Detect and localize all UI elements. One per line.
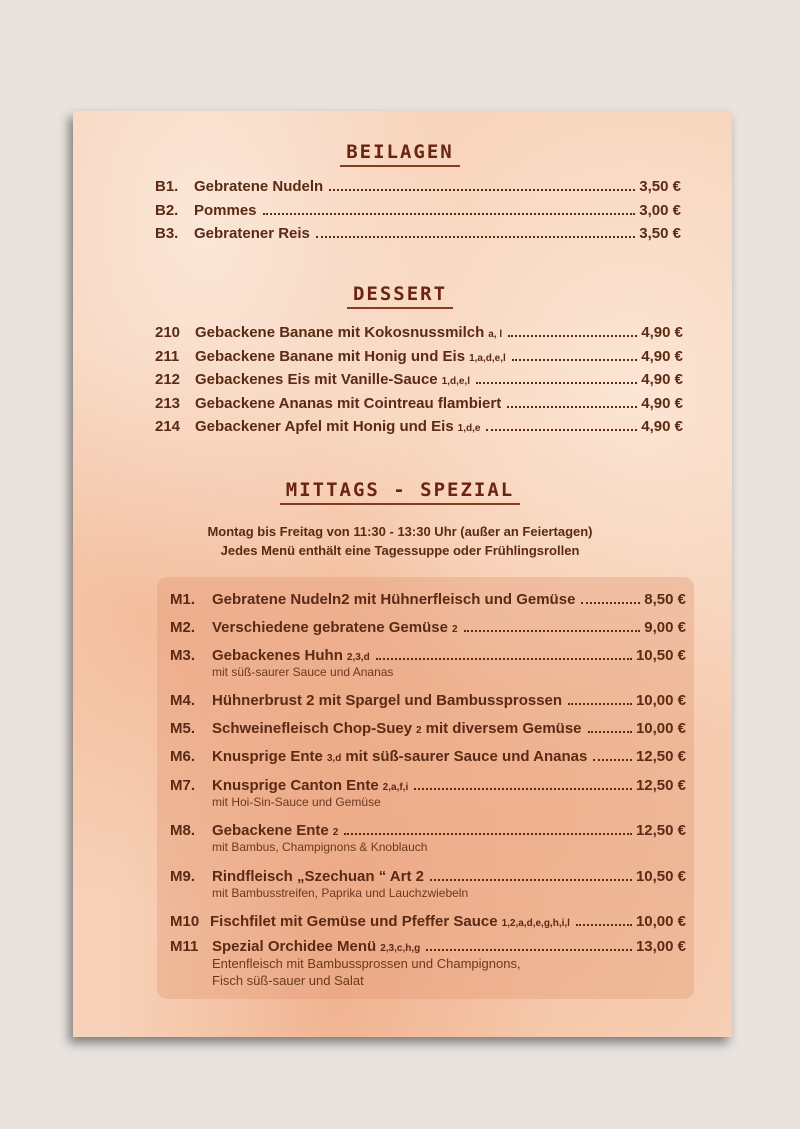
item-name-suffix: mit süß-saurer Sauce und Ananas bbox=[345, 748, 588, 765]
leader-dots bbox=[512, 359, 638, 361]
item-price: 4,90 € bbox=[641, 348, 683, 365]
item-price: 3,00 € bbox=[639, 202, 681, 219]
item-code: 214 bbox=[155, 418, 181, 435]
item-price: 12,50 € bbox=[635, 822, 686, 839]
item-code: M11 bbox=[170, 938, 199, 955]
item-allergens: 2 bbox=[451, 624, 458, 635]
menu-item-m10 bbox=[170, 913, 686, 933]
item-code: 210 bbox=[155, 324, 181, 341]
leader-dots bbox=[508, 335, 637, 337]
item-description: mit süß-saurer Sauce und Ananas bbox=[212, 665, 394, 679]
leader-dots bbox=[344, 833, 632, 835]
item-code: 211 bbox=[155, 348, 180, 365]
menu-item-214 bbox=[155, 418, 683, 438]
menu-item-m1 bbox=[170, 591, 686, 609]
leader-dots bbox=[414, 788, 632, 790]
item-price: 9,00 € bbox=[644, 619, 686, 636]
item-name: Gebackene Banane mit Kokosnussmilch bbox=[195, 324, 485, 341]
section-title-beilagen: BEILAGEN bbox=[0, 141, 800, 167]
leader-dots bbox=[376, 658, 632, 660]
item-name: Pommes bbox=[194, 202, 257, 219]
item-price: 3,50 € bbox=[639, 225, 681, 242]
menu-item-b2 bbox=[155, 202, 681, 220]
item-price: 10,00 € bbox=[635, 720, 686, 737]
item-name: Gebackene Banane mit Honig und Eis bbox=[195, 348, 466, 365]
menu-item-m6 bbox=[170, 748, 686, 768]
menu-item-m5 bbox=[170, 720, 686, 740]
item-allergens: 1,a,d,e,l bbox=[469, 353, 506, 364]
item-name: Gebackener Apfel mit Honig und Eis bbox=[195, 418, 454, 435]
menu-item-m8 bbox=[170, 822, 686, 842]
item-name: Gebackene Ananas mit Cointreau flambiert bbox=[195, 395, 502, 412]
item-code: M6. bbox=[170, 748, 196, 765]
item-allergens: 2,3,d bbox=[346, 652, 370, 663]
menu-item-m11 bbox=[170, 938, 686, 958]
item-description: mit Bambus, Champignons & Knoblauch bbox=[212, 840, 428, 854]
item-price: 10,50 € bbox=[635, 868, 686, 885]
item-code: 213 bbox=[155, 395, 181, 412]
item-price: 12,50 € bbox=[635, 748, 686, 765]
item-description: mit Bambusstreifen, Paprika und Lauchzwiebeln bbox=[212, 886, 469, 900]
item-code: M3. bbox=[170, 647, 196, 664]
menu-item-210 bbox=[155, 324, 683, 344]
item-price: 4,90 € bbox=[641, 371, 683, 388]
leader-dots bbox=[464, 630, 641, 632]
item-allergens: 1,2,a,d,e,g,h,i,l bbox=[501, 918, 570, 929]
item-price: 10,00 € bbox=[635, 692, 686, 709]
item-price: 13,00 € bbox=[635, 938, 686, 955]
leader-dots bbox=[486, 429, 637, 431]
leader-dots bbox=[430, 879, 632, 881]
leader-dots bbox=[507, 406, 637, 408]
item-code: B2. bbox=[155, 202, 179, 219]
item-name: Knusprige Canton Ente bbox=[212, 777, 379, 794]
section-title-mittag: MITTAGS - SPEZIAL bbox=[0, 479, 800, 505]
item-code: M4. bbox=[170, 692, 196, 709]
item-name: Gebratener Reis bbox=[194, 225, 310, 242]
item-name: Gebackenes Huhn bbox=[212, 647, 343, 664]
item-code: M1. bbox=[170, 591, 196, 608]
item-price: 4,90 € bbox=[641, 395, 683, 412]
leader-dots bbox=[316, 236, 635, 238]
leader-dots bbox=[576, 924, 632, 926]
item-price: 10,00 € bbox=[635, 913, 686, 930]
item-name: Spezial Orchidee Menü bbox=[212, 938, 377, 955]
menu-item-m7 bbox=[170, 777, 686, 797]
section-title-dessert: DESSERT bbox=[0, 283, 800, 309]
item-code: B1. bbox=[155, 178, 179, 195]
item-description: mit Hoi-Sin-Sauce und Gemüse bbox=[212, 795, 381, 809]
item-price: 8,50 € bbox=[644, 591, 686, 608]
item-code: 212 bbox=[155, 371, 181, 388]
item-code: M10 bbox=[170, 913, 200, 930]
item-name: Schweinefleisch Chop-Suey bbox=[212, 720, 413, 737]
item-name: Rindfleisch „Szechuan “ Art 2 bbox=[212, 868, 424, 885]
item-allergens: 2 bbox=[416, 725, 422, 736]
menu-item-m2 bbox=[170, 619, 686, 639]
item-name: Verschiedene gebratene Gemüse bbox=[212, 619, 448, 636]
item-name-suffix: mit diversem Gemüse bbox=[425, 720, 582, 737]
item-price: 4,90 € bbox=[641, 324, 683, 341]
item-allergens: 2,3,c,h,g bbox=[380, 943, 421, 954]
item-name: Gebratene Nudeln2 mit Hühnerfleisch und Gemüse bbox=[212, 591, 576, 608]
item-name: Gebratene Nudeln bbox=[194, 178, 324, 195]
item-allergens: 1,d,e,l bbox=[441, 376, 470, 387]
leader-dots bbox=[581, 602, 640, 604]
item-code: B3. bbox=[155, 225, 179, 242]
leader-dots bbox=[568, 703, 632, 705]
item-code: M5. bbox=[170, 720, 196, 737]
item-allergens: a, l bbox=[488, 329, 503, 340]
item-name: Hühnerbrust 2 mit Spargel und Bambussprossen bbox=[212, 692, 563, 709]
item-price: 4,90 € bbox=[641, 418, 683, 435]
item-name: Knusprige Ente bbox=[212, 748, 323, 765]
item-code: M9. bbox=[170, 868, 196, 885]
menu-item-213 bbox=[155, 395, 683, 413]
leader-dots bbox=[588, 731, 632, 733]
item-allergens: 1,d,e bbox=[457, 423, 481, 434]
item-price: 10,50 € bbox=[635, 647, 686, 664]
leader-dots bbox=[476, 382, 637, 384]
item-price: 3,50 € bbox=[639, 178, 681, 195]
menu-item-m9 bbox=[170, 868, 686, 886]
menu-item-b3 bbox=[155, 225, 681, 243]
leader-dots bbox=[263, 213, 636, 215]
item-description: Entenfleisch mit Bambussprossen und Champignons, bbox=[212, 956, 521, 971]
menu-item-m4 bbox=[170, 692, 686, 710]
lunch-hours-notice: Montag bis Freitag von 11:30 - 13:30 Uhr (außer an Feiertagen) bbox=[207, 524, 593, 539]
item-description-line2: Fisch süß-sauer und Salat bbox=[212, 973, 364, 988]
menu-item-m3 bbox=[170, 647, 686, 667]
item-name: Gebackenes Eis mit Vanille-Sauce bbox=[195, 371, 438, 388]
lunch-menu-notice: Jedes Menü enthält eine Tagessuppe oder Frühlingsrollen bbox=[220, 543, 580, 558]
leader-dots bbox=[426, 949, 632, 951]
menu-item-212 bbox=[155, 371, 683, 391]
item-allergens: 3,d bbox=[326, 753, 342, 764]
item-price: 12,50 € bbox=[635, 777, 686, 794]
item-code: M2. bbox=[170, 619, 196, 636]
item-name: Gebackene Ente bbox=[212, 822, 329, 839]
leader-dots bbox=[593, 759, 632, 761]
item-allergens: 2,a,f,i bbox=[382, 782, 409, 793]
item-allergens: 2 bbox=[332, 827, 339, 838]
item-code: M8. bbox=[170, 822, 196, 839]
leader-dots bbox=[329, 189, 635, 191]
item-name: Fischfilet mit Gemüse und Pfeffer Sauce bbox=[210, 913, 498, 930]
menu-item-b1 bbox=[155, 178, 681, 196]
menu-item-211 bbox=[155, 348, 683, 368]
item-code: M7. bbox=[170, 777, 196, 794]
